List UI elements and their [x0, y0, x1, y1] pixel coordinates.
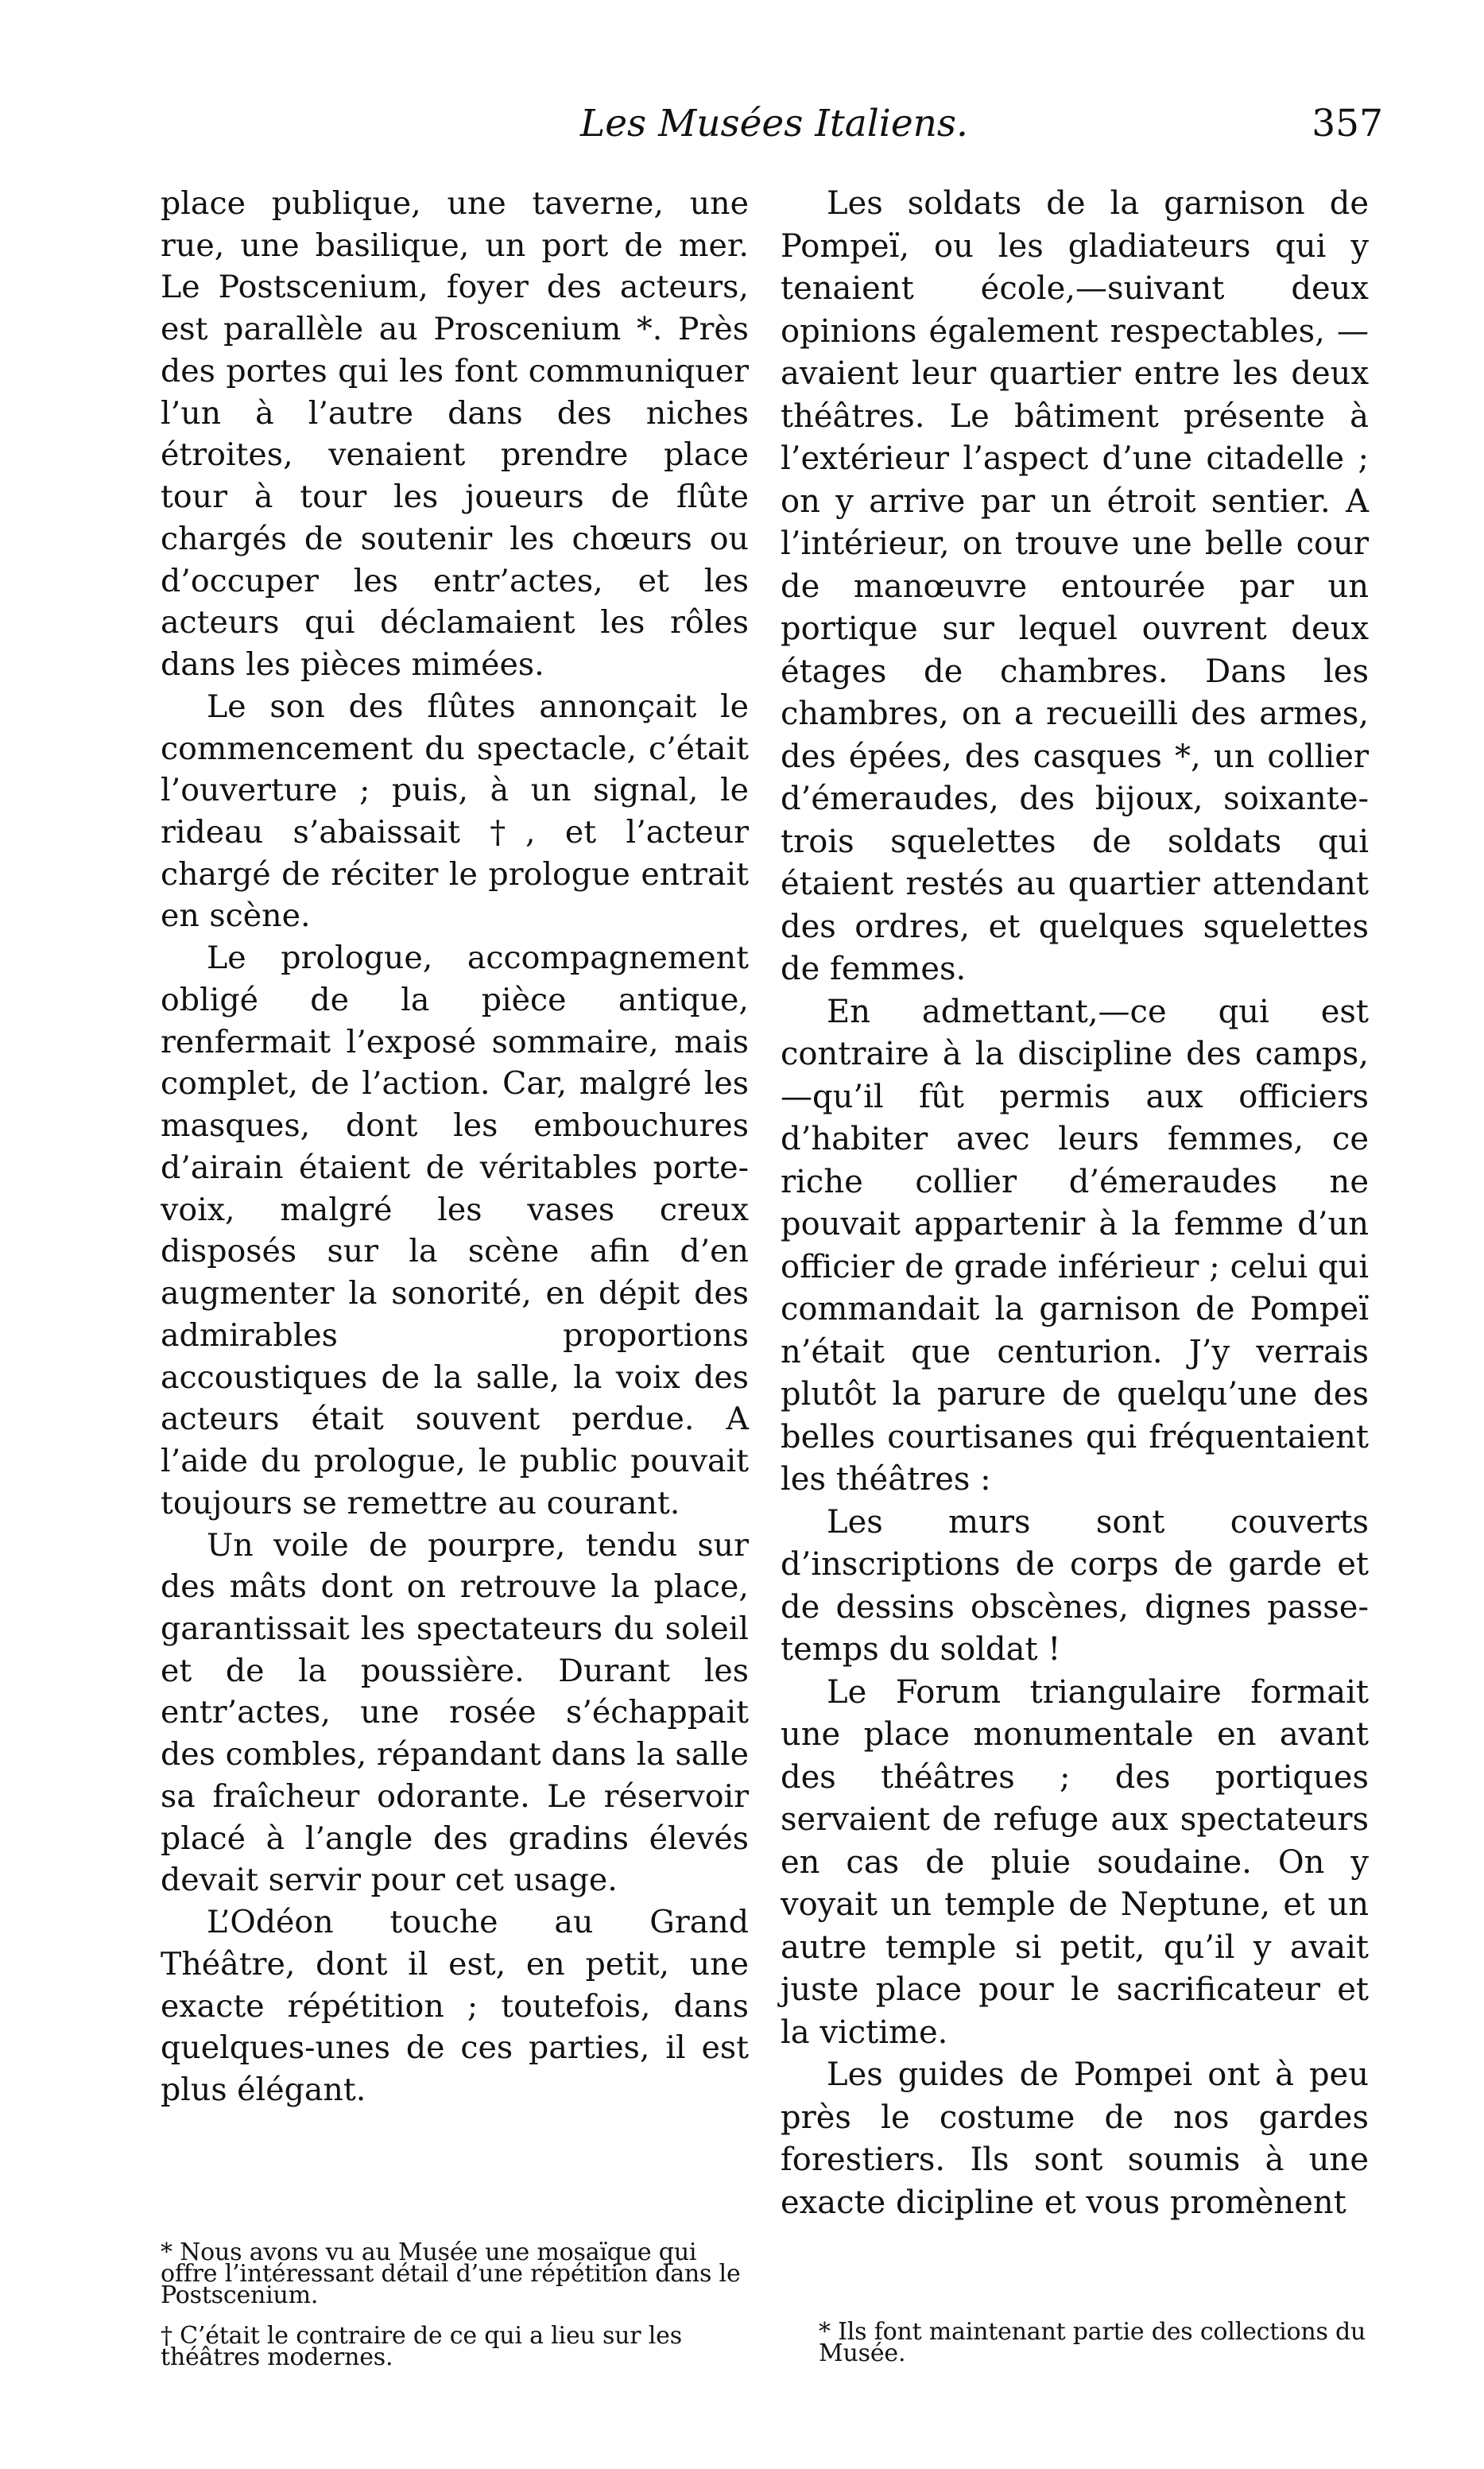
- paragraph: Les guides de Pompei ont à peu près le costume de nos gardes forestiers. Ils sont soumis à une exacte dicipline et vous promènent: [781, 2056, 1369, 2221]
- paragraph: place publique, une taverne, une rue, une basilique, un port de mer. Le Postscenium, foyer des acteurs, est parallèle au Proscenium *. Près des portes qui les font communiquer l’un à l’autre dans des niches étroites, venaient prendre place tour à tour les joueurs de flûte chargés de soutenir les chœurs ou d’occuper les entr’actes, et les acteurs qui déclamaient les rôles dans les pièces mimées.: [161, 185, 749, 684]
- footnote: † C’était le contraire de ce qui a lieu sur les théâtres modernes.: [161, 2322, 682, 2371]
- left-column: [161, 183, 749, 2111]
- page-number: 357: [1312, 102, 1383, 145]
- running-header: [159, 102, 1383, 157]
- right-footnotes: [819, 2318, 1383, 2367]
- paragraph: Les soldats de la garnison de Pompeï, ou les gladiateurs qui y tenaient école,—suivant deux opinions également respectables, — avaient leur quartier entre les deux théâtres. Le bâtiment présente à l’extérieur l’aspect d’une citadelle ; on y arrive par un étroit sentier. A l’intérieur, on trouve une belle cour de manœuvre entourée par un portique sur lequel ouvrent deux étages de chambres. Dans les chambres, on a recueilli des armes, des épées, des casques *, un collier d’émeraudes, des bijoux, soixante-trois squelettes de soldats qui étaient restés au quartier attendant des ordres, et quelques squelettes de femmes.: [781, 185, 1369, 987]
- paragraph: Le son des flûtes annonçait le commencement du spectacle, c’était l’ouverture ; puis, à un signal, le rideau s’abaissait †, et l’acteur chargé de réciter le prologue entrait en scène.: [161, 688, 749, 935]
- paragraph: Le prologue, accompagnement obligé de la pièce antique, renfermait l’exposé sommaire, mais complet, de l’action. Car, malgré les masques, dont les embouchures d’airain étaient de véritables porte-voix, malgré les vases creux disposés sur la scène afin d’en augmenter la sonorité, en dépit des admirables proportions accoustiques de la salle, la voix des acteurs était souvent perdue. A l’aide du prologue, le public pouvait toujours se remettre au courant.: [161, 940, 749, 1521]
- left-footnotes: [161, 2238, 749, 2371]
- right-column: [781, 183, 1369, 2224]
- paragraph: Un voile de pourpre, tendu sur des mâts dont on retrouve la place, garantissait les spectateurs du soleil et de la poussière. Durant les entr’actes, une rosée s’échappait des combles, répandant dans la salle sa fraîcheur odorante. Le réservoir placé à l’angle des gradins élevés devait servir pour cet usage.: [161, 1526, 749, 1899]
- footnote: * Ils font maintenant partie des collections du Musée.: [819, 2318, 1366, 2367]
- footnote: * Nous avons vu au Musée une mosaïque qui offre l’intéressant détail d’une répétition dans le Postscenium.: [161, 2238, 741, 2309]
- paragraph: L’Odéon touche au Grand Théâtre, dont il est, en petit, une exacte répétition ; toutefois, dans quelques-unes de ces parties, il est plus élégant.: [161, 1904, 749, 2109]
- paragraph: Les murs sont couverts d’inscriptions de corps de garde et de dessins obscènes, dignes passe-temps du soldat !: [781, 1503, 1369, 1668]
- paragraph: En admettant,—ce qui est contraire à la discipline des camps,—qu’il fût permis aux officiers d’habiter avec leurs femmes, ce riche collier d’émeraudes ne pouvait appartenir à la femme d’un officier de grade inférieur ; celui qui commandait la garnison de Pompeï n’était que centurion. J’y verrais plutôt la parure de quelqu’une des belles courtisanes qui fréquentaient les théâtres :: [781, 993, 1369, 1498]
- running-title: Les Musées Italiens.: [580, 102, 968, 145]
- paragraph: Le Forum triangulaire formait une place monumentale en avant des théâtres ; des portiques servaient de refuge aux spectateurs en cas de pluie soudaine. On y voyait un temple de Neptune, et un autre temple si petit, qu’il y avait juste place pour le sacrificateur et la victime.: [781, 1673, 1369, 2051]
